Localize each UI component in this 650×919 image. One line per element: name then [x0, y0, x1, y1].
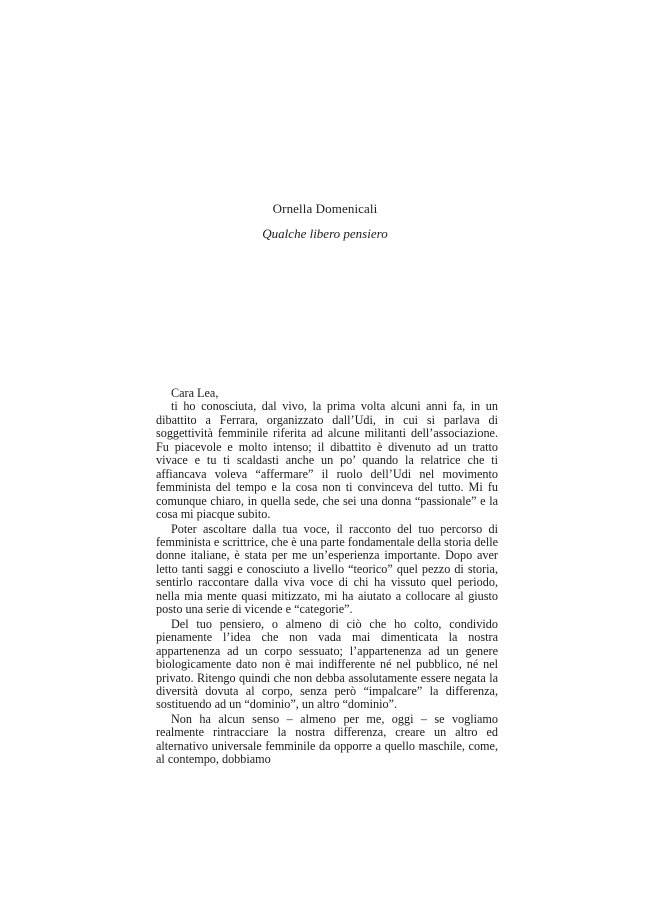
paragraph-1: ti ho conosciuta, dal vivo, la prima volta alcuni anni fa, in un dibattito a Ferrara, organizzato dall’Udi, in cui si parlava di soggettività femminile riferita ad alcune militanti dell’associazione. Fu piacevole e molto intenso; il dibattito è divenuto ad un tratto vivace e tu ti scaldasti anche un po’ quando la relatrice che ti affiancava voleva “affermare” il ruolo dell’Udi nel movimento femminista del tempo e la cosa non ti convinceva del tutto. Mi fu comunque chiaro, in quella sede, che sei una donna “passionale” e la cosa mi piacque subito.	[156, 399, 498, 522]
salutation: Cara Lea,	[171, 386, 219, 400]
paragraph-3: Del tuo pensiero, o almeno di ciò che ho colto, condivido pienamente l’idea che non vada mai dimenticata la nostra appartenenza ad un corpo sessuato; l’appartenenza ad un genere biologicamente dato non è mai indifferente né nel pubblico, né nel privato. Ritengo quindi che non debba assolutamente essere negata la diversità dovuta al corpo, senza però “impalcare” la differenza, sostituendo ad un “dominio”, un altro “dominio”.	[156, 616, 498, 712]
paragraph-2: Poter ascoltare dalla tua voce, il racconto del tuo percorso di femminista e scrittrice, che è una parte fondamentale della storia delle donne italiane, è stata per me un’esperienza importante. Dopo aver letto tanti saggi e conosciuto a livello “teorico” quel pezzo di storia, sentirlo raccontare dalla viva voce di chi ha vissuto quel periodo, nella mia mente quasi mitizzato, mi ha aiutato a collocare al giusto posto una serie di vicende e “categorie”.	[156, 521, 498, 617]
paragraph-4: Non ha alcun senso – almeno per me, oggi – se vogliamo realmente rintracciare la nostra differenza, creare un altro ed alternativo universale femminile da opporre a quello maschile, come, al contempo, dobbiamo	[156, 711, 498, 767]
chapter-title: Qualche libero pensiero	[262, 226, 388, 241]
author-name: Ornella Domenicali	[272, 201, 378, 216]
letter-body	[156, 387, 498, 767]
